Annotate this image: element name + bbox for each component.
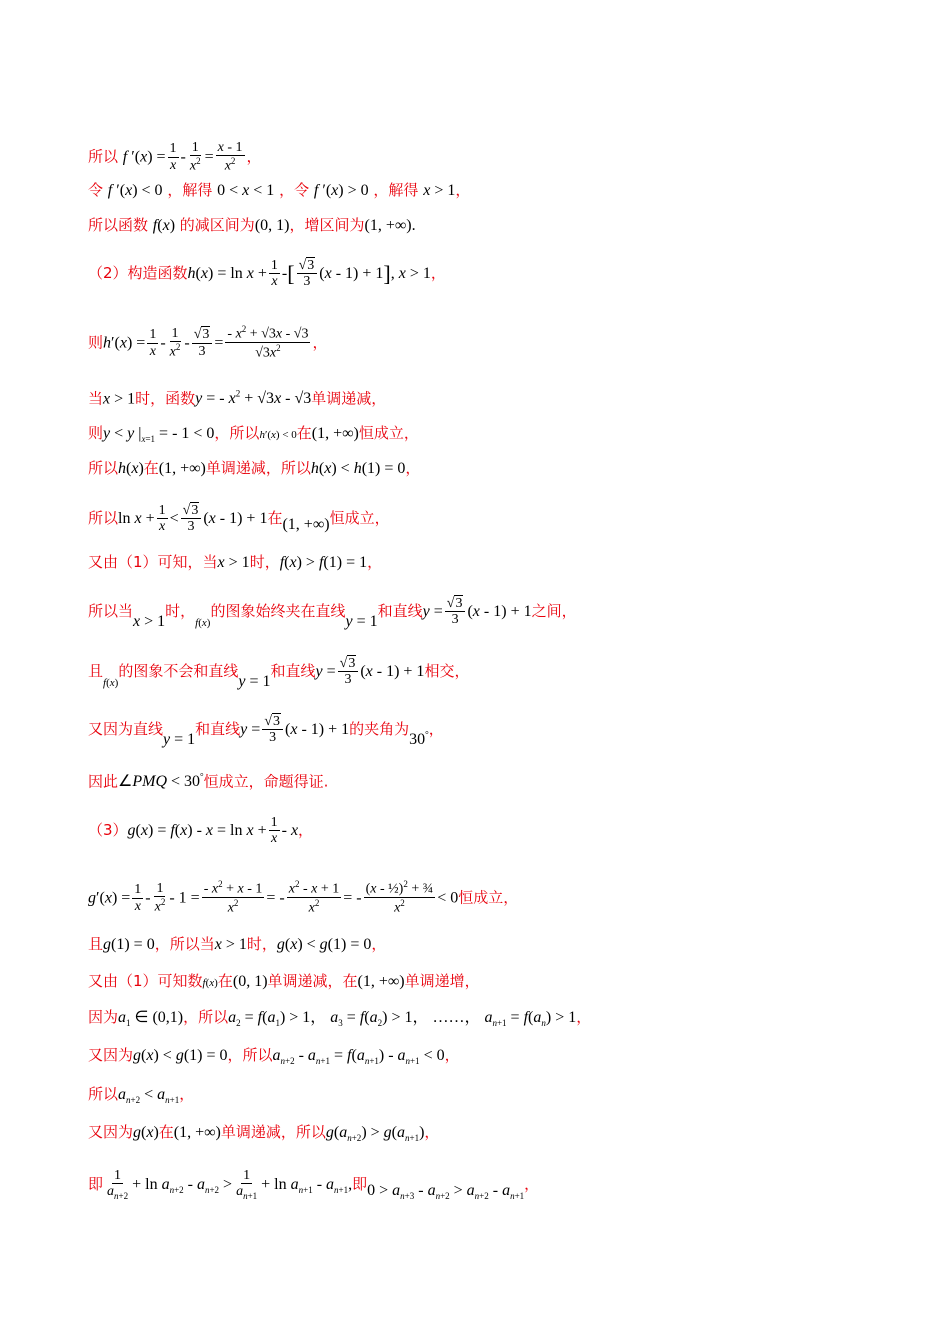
line-derivative-f: 所以 f ′(x) = $\frac{1}{x}$ - $\frac{1}{x^2}$ = $\frac{x - 1}{x^2}$ ， xyxy=(88,140,262,175)
text: ，解得 xyxy=(167,181,213,199)
formula: (0, 1) xyxy=(254,217,290,234)
text: 在 xyxy=(143,459,159,477)
text: 恒成立， xyxy=(458,888,519,907)
formula: f ′(x) < 0 xyxy=(107,182,163,199)
line-conclusion: 因此∠PMQ < 30°恒成立，命题得证. xyxy=(88,772,329,791)
line-when-x-gt-1: 当x > 1时，函数y = - $x^2 + √3x - √3$单调递减， xyxy=(88,389,387,408)
text: 时， xyxy=(165,602,196,621)
text: 恒成立，命题得证. xyxy=(203,772,329,791)
text: 所以当 xyxy=(88,602,134,621)
text: （2）构造函数 xyxy=(88,264,188,283)
text: 时， xyxy=(246,935,277,953)
text: 所以函数 xyxy=(88,216,149,234)
line-angle: 又因为直线y = 1和直线y = $\frac{√3}{3}$ (x - 1) + 1的夹角为30°， xyxy=(88,714,444,749)
text: 又由（1）可知数 xyxy=(88,972,203,990)
text: ，解得 xyxy=(373,181,419,199)
text: 所以 xyxy=(88,509,119,528)
line-intervals xyxy=(88,218,416,234)
line-derivative-h: 则h′(x) = $\frac{1}{x}$ - $\frac{1}{x^2}$ - $\frac{√3}{3}$ = $\frac{- x^2 + √3x - √3}{√3x^2}$ ， xyxy=(88,324,328,361)
text: 且 xyxy=(88,935,104,953)
text: 令 xyxy=(88,181,104,199)
line-sequence: 因为$a_1$ ∈ (0,1)，所以$a_2 = f(a_1) > 1$， $a_3 = f(a_2) > 1$， ……， $a_{n+1} = f(a_n) > 1$， xyxy=(88,1008,592,1029)
line-derivative-g: g′(x) = $\frac{1}{x}$ - $\frac{1}{x^2}$ - 1 = $\frac{- x^2 + x - 1}{x^2}$ = - $\frac{x^2 - x + 1}{x^2}$ = - $\frac{(x - \frac{1}{2})^2 + \frac{3}{4}}{x^2}$ < 0恒成立， xyxy=(88,879,519,916)
text: 和直线 xyxy=(195,720,241,739)
text: 所以 xyxy=(88,1085,119,1103)
text: 单调递减，所以 xyxy=(205,459,311,477)
text: 即 xyxy=(352,1174,368,1193)
text: （3） xyxy=(88,821,128,840)
text: ，增区间为 xyxy=(289,216,365,234)
line-monotone-f: 又由（1）可知数f(x)在(0, 1)单调递减，在(1, +∞)单调递增， xyxy=(88,972,480,990)
text: 又因为直线 xyxy=(88,720,164,739)
text: 时，函数 xyxy=(135,389,196,408)
text: 相交， xyxy=(424,662,470,681)
line-g1: 且g(1) = 0，所以当x > 1时，g(x) < g(1) = 0， xyxy=(88,935,387,953)
line-less: 所以$a_{n+2} < a_{n+1}$， xyxy=(88,1085,195,1106)
text: 时， xyxy=(249,553,280,571)
text: 在 xyxy=(267,509,283,528)
text: 单调递减，所以 xyxy=(220,1123,326,1141)
text: ，所以 xyxy=(183,1008,229,1026)
fraction: $\frac{1}{x}$ xyxy=(169,141,177,173)
line-g-decreasing: 又因为g(x)在(1, +∞)单调递减，所以$g(a_{n+2}) > g(a_{n+1})$， xyxy=(88,1123,440,1144)
text: 所以 xyxy=(88,459,119,477)
line-difference: 又因为g(x) < g(1) = 0，所以$a_{n+2} - a_{n+1} = f(a_{n+1}) - a_{n+1} < 0$， xyxy=(88,1046,460,1067)
text: 当 xyxy=(88,389,104,408)
text: ，所以 xyxy=(214,424,260,442)
text: ，所以当 xyxy=(154,935,215,953)
line-y-less: 则y < y $|_{x=1}$ = - 1 < 0，所以h′(x) < 0在(1, +∞)恒成立， xyxy=(88,424,419,445)
text: 即 xyxy=(88,1174,104,1193)
line-construct-h: （2）构造函数h(x) = ln x + $\frac{1}{x}$ -[ $\frac{√3}{3}$ (x - 1) + 1], x > 1， xyxy=(88,258,446,290)
line-from-part1: 又由（1）可知，当x > 1时，f(x) > f(1) = 1， xyxy=(88,553,383,571)
text: 和直线 xyxy=(270,662,316,681)
line-between-lines: 所以当x > 1时，$_{f(x)}$的图象始终夹在直线y = 1和直线y = $\frac{√3}{3}$ (x - 1) + 1之间， xyxy=(88,596,577,631)
line-solve: 令 f ′(x) < 0 ，解得 0 < x < 1 ，令 f ′(x) > 0 ，解得 x > 1， xyxy=(88,181,471,199)
text: 单调递增， xyxy=(404,972,480,990)
formula: h(x) = ln x + xyxy=(187,265,267,283)
text: 且 xyxy=(88,662,104,681)
text: 又因为 xyxy=(88,1046,134,1064)
formula: 0 < x < 1 xyxy=(217,182,275,199)
line-not-intersect: 且$_{f(x)}$的图象不会和直线y = 1和直线y = $\frac{√3}{3}$ (x - 1) + 1相交， xyxy=(88,656,470,691)
formula: (1, +∞). xyxy=(364,217,416,234)
text: ，令 xyxy=(279,181,310,199)
line-h-decreasing: 所以h(x)在(1, +∞)单调递减，所以h(x) < h(1) = 0， xyxy=(88,459,421,477)
formula: f(x) xyxy=(152,217,176,234)
text: 在 xyxy=(217,972,233,990)
text: 恒成立， xyxy=(358,424,419,442)
text: 因为 xyxy=(88,1008,119,1026)
text: 和直线 xyxy=(377,602,423,621)
text: 则 xyxy=(88,333,104,352)
text: 的夹角为 xyxy=(349,720,410,739)
text: 的图象始终夹在直线 xyxy=(210,602,346,621)
formula: f ′(x) = xyxy=(122,148,166,166)
text: 的图象不会和直线 xyxy=(118,662,239,681)
text: 又由（1）可知，当 xyxy=(88,553,218,571)
text: 又因为 xyxy=(88,1123,134,1141)
text: 所以 xyxy=(88,147,119,166)
line-part3-g: （3）g(x) = f(x) - x = ln x + $\frac{1}{x}$ - x， xyxy=(88,815,314,847)
text: 则 xyxy=(88,424,104,442)
text: ，所以 xyxy=(227,1046,273,1064)
text: 的减区间为 xyxy=(179,216,255,234)
text: 在 xyxy=(158,1123,174,1141)
fraction: $\frac{x - 1}{x^2}$ xyxy=(217,140,243,175)
text: 因此 xyxy=(88,772,119,791)
fraction: $\frac{1}{x^2}$ xyxy=(189,140,201,175)
formula: x > 1 xyxy=(423,182,456,199)
text: 之间， xyxy=(531,602,577,621)
line-final: 即 $\frac{1}{a_{n+2}}$ + $\ln a_{n+2} - a_{n+2}$ > $\frac{1}{a_{n+1}}$ + $\ln a_{n+1} - a_{n+1}$,即$0 > a_{n+3} - a_{n+2} > a_{n+2} - a_{n+1}$， xyxy=(88,1168,540,1202)
text: 单调递减， xyxy=(311,389,387,408)
text: 在 xyxy=(296,424,312,442)
text: 单调递减，在 xyxy=(267,972,358,990)
text: 恒成立， xyxy=(329,509,390,528)
line-ln-inequality: 所以ln x + $\frac{1}{x}$ < $\frac{√3}{3}$ (x - 1) + 1在(1, +∞)恒成立， xyxy=(88,503,390,535)
formula: f ′(x) > 0 xyxy=(313,182,369,199)
